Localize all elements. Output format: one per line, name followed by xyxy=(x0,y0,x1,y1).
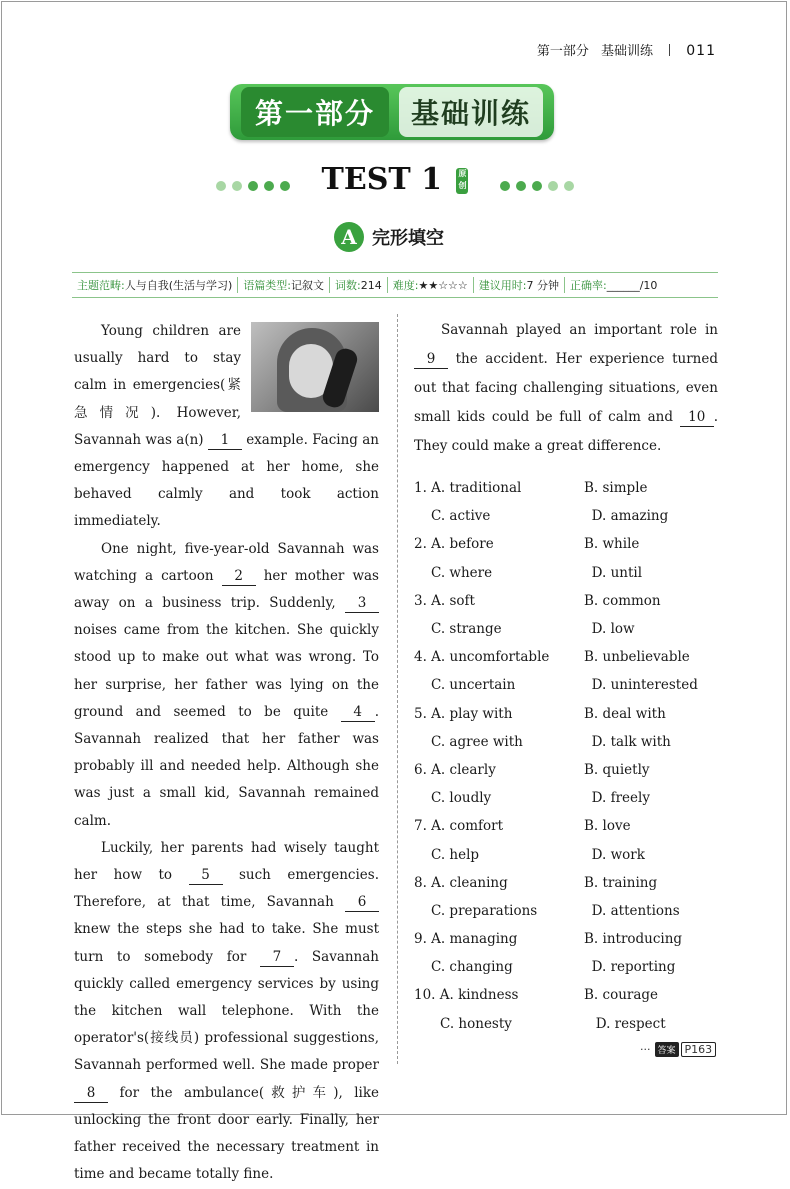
option-row: C. active D. amazing xyxy=(431,508,669,525)
option-row: C. strange D. low xyxy=(431,621,635,638)
option-row: 1. A. traditional B. simple xyxy=(414,480,648,497)
passage-right-column xyxy=(414,316,718,461)
blank-6: 6 xyxy=(345,893,379,912)
info-genre: 语篇类型:记叙文 xyxy=(238,277,330,293)
test-title: TEST 1 xyxy=(321,162,443,197)
section-title: 完形填空 xyxy=(372,228,444,249)
info-difficulty: 难度:★★☆☆☆ xyxy=(388,277,474,293)
blank-8: 8 xyxy=(74,1084,108,1103)
running-head-section: 基础训练 xyxy=(600,44,653,59)
option-row: 4. A. uncomfortable B. unbelievable xyxy=(414,649,690,666)
answer-page: P163 xyxy=(681,1042,717,1057)
banner-part-label: 第一部分 xyxy=(241,87,389,137)
right-dots-ornament xyxy=(497,164,577,199)
option-row: C. where D. until xyxy=(431,564,643,581)
option-row: 5. A. play with B. deal with xyxy=(414,705,666,722)
answer-label: 答案 xyxy=(655,1042,679,1057)
info-topic: 主题范畴:人与自我(生活与学习) xyxy=(72,277,238,293)
test-heading xyxy=(0,162,790,199)
option-row: C. uncertain D. uninterested xyxy=(431,677,698,694)
page-number: 011 xyxy=(686,43,716,59)
original-badge: 原创 xyxy=(456,168,468,194)
option-row: 8. A. cleaning B. training xyxy=(414,874,658,891)
option-row: 6. A. clearly B. quietly xyxy=(414,761,650,778)
info-suggested-time: 建议用时:7 分钟 xyxy=(474,277,565,293)
running-head-divider xyxy=(669,44,670,56)
info-bar xyxy=(72,272,718,298)
option-row: 9. A. managing B. introducing xyxy=(414,931,683,948)
option-row: C. honesty D. respect xyxy=(440,1015,666,1032)
part-banner xyxy=(230,84,554,140)
option-row: 10. A. kindness B. courage xyxy=(414,987,659,1004)
answer-reference xyxy=(640,1042,716,1057)
info-accuracy: 正确率:______/10 xyxy=(570,279,658,292)
passage-left-column xyxy=(74,318,379,1189)
option-row: 3. A. soft B. common xyxy=(414,592,661,609)
option-row: 2. A. before B. while xyxy=(414,536,640,553)
section-heading xyxy=(334,222,444,252)
option-row: C. agree with D. talk with xyxy=(431,733,671,750)
option-row: C. loudly D. freely xyxy=(431,790,650,807)
paragraph-1: Young children are usually hard to stay calm in emergencies(紧急情况). However, Savannah was a(n) 1 example. Facing an emergency happened at her home, she behaved calmly and took action immediately. xyxy=(74,323,379,530)
option-row: C. help D. work xyxy=(431,846,645,863)
paragraph-4: Savannah played an important role in 9 the accident. Her experience turned out that facing challenging situations, even small kids could be full of calm and 10 . They could make a great difference. xyxy=(414,322,718,454)
paragraph-3: Luckily, her parents had wisely taught her how to 5 such emergencies. Therefore, at that time, Savannah 6 knew the steps she had to take. She must turn to somebody for 7 . Savannah quickly called emergency services by using the kitchen wall telephone. With the operator's(接线员) professional suggestions, Savannah performed well. She made proper 8 for the ambulance(救护车), like unlocking the front door early. Finally, her father received the necessary treatment in time and became totally fine. xyxy=(74,839,379,1183)
paragraph-2: One night, five-year-old Savannah was watching a cartoon 2 her mother was away on a business trip. Suddenly, 3 noises came from the kitchen. She quickly stood up to make out what was wrong. To her surprise, her father was lying on the ground and seemed to be quite 4 . Savannah realized that her father was probably ill and needed help. Although she was just a small kid, Savannah remained calm. xyxy=(74,540,379,829)
option-row: C. preparations D. attentions xyxy=(431,902,680,919)
option-row: C. changing D. reporting xyxy=(431,959,676,976)
blank-1: 1 xyxy=(208,431,242,450)
girl-on-phone-photo xyxy=(251,322,379,412)
section-letter-icon: A xyxy=(334,222,364,252)
answer-ref-dots: ··· xyxy=(640,1043,651,1056)
running-head-part: 第一部分 xyxy=(536,44,589,59)
banner-section-label: 基础训练 xyxy=(399,87,543,137)
blank-7: 7 xyxy=(260,948,294,967)
blank-10: 10 xyxy=(680,408,714,427)
blank-2: 2 xyxy=(222,567,256,586)
answer-options xyxy=(414,474,724,1038)
blank-4: 4 xyxy=(341,703,375,722)
running-head xyxy=(537,40,716,59)
option-row: 7. A. comfort B. love xyxy=(414,818,631,835)
blank-5: 5 xyxy=(189,866,223,885)
column-divider xyxy=(397,314,398,1064)
info-word-count: 词数:214 xyxy=(330,277,388,293)
left-dots-ornament xyxy=(213,164,293,199)
blank-9: 9 xyxy=(414,350,448,369)
blank-3: 3 xyxy=(345,594,379,613)
